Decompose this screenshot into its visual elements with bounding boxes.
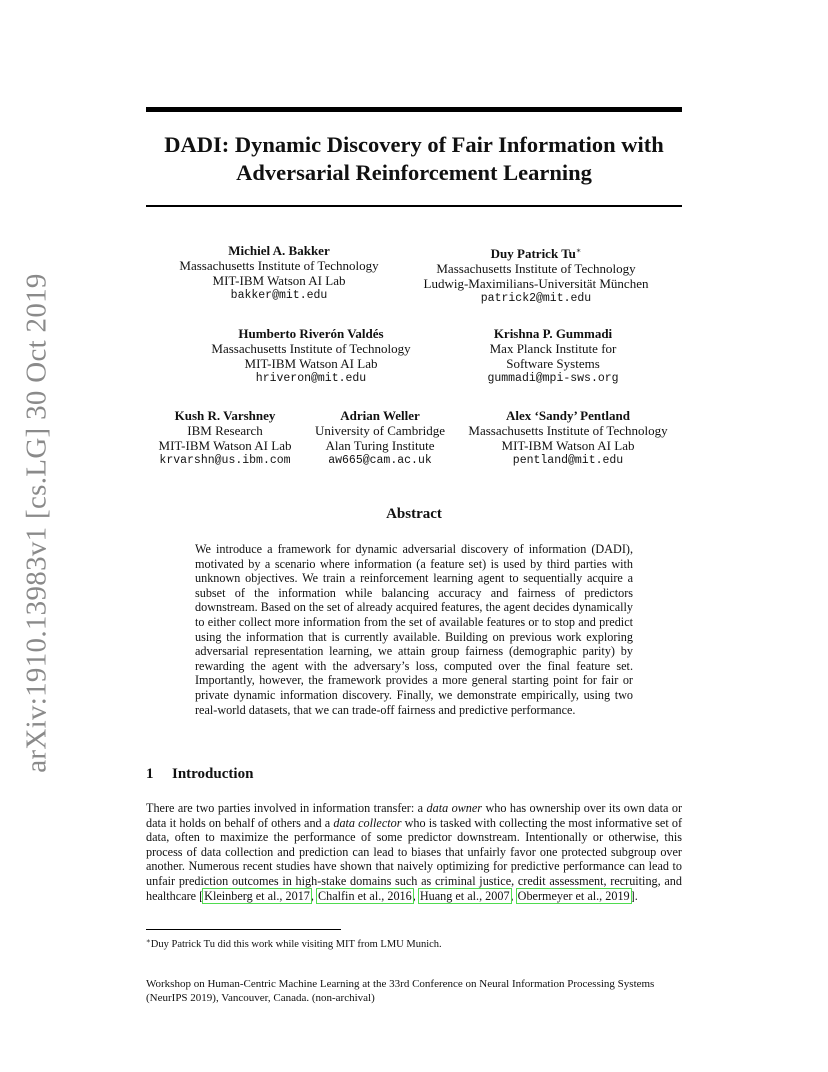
title-top-rule — [146, 107, 682, 112]
footnote-mark: ∗ — [146, 937, 151, 945]
author-affiliation: Max Planck Institute for — [489, 341, 617, 356]
citation-link[interactable]: Kleinberg et al., 2017 — [204, 888, 310, 903]
author-email: pentland@mit.edu — [512, 454, 624, 467]
citation-link[interactable]: Huang et al., 2007 — [419, 888, 510, 903]
title-bottom-rule — [146, 205, 682, 207]
author-name: Humberto Riverón Valdés — [238, 326, 384, 341]
arxiv-stamp: arXiv:1910.13983v1 [cs.LG] 30 Oct 2019 — [20, 273, 53, 773]
author-affiliation: Alan Turing Institute — [325, 438, 435, 453]
author-affiliation: Ludwig-Maximilians-Universität München — [423, 276, 649, 291]
author-name: Duy Patrick Tu∗ — [490, 246, 582, 261]
author-email: bakker@mit.edu — [230, 289, 328, 302]
author-name: Michiel A. Bakker — [228, 243, 330, 258]
abstract-heading: Abstract — [386, 506, 442, 522]
author-affiliation: Massachusetts Institute of Technology — [436, 261, 636, 276]
footnote — [146, 935, 442, 951]
author-name: Kush R. Varshney — [174, 408, 276, 423]
term-data-owner: data owner — [426, 801, 483, 815]
author-email: gummadi@mpi-sws.org — [487, 372, 619, 385]
intro-paragraph: There are two parties involved in information transfer: a data owner who has ownership over its own data or data it holds on behalf of others and a data collector who is tasked with collecting the most informative set of data, often to maximize the performance of some predictor downstream. Intentionally or otherwise, this process of data collection and prediction can lead to biases that unfairly favor one protected subgroup over another. Numerous recent studies have shown that naively optimizing for predictive performance can lead to unfair prediction outcomes in high-stake domains such as criminal justice, credit assessment, recruiting, and healthcare [Kleinberg et al., 2017, Chalfin et al., 2016, Huang et al., 2007, Obermeyer et al., 2019]. — [146, 801, 683, 903]
author-name: Adrian Weller — [340, 408, 420, 423]
author-affiliation: Massachusetts Institute of Technology — [468, 423, 668, 438]
author-name: Krishna P. Gummadi — [493, 326, 613, 341]
author-email: aw665@cam.ac.uk — [328, 454, 432, 467]
author-affiliation: Software Systems — [506, 356, 600, 371]
author-affiliation: MIT-IBM Watson AI Lab — [501, 438, 635, 453]
author-block — [159, 408, 292, 468]
title-line-1: DADI: Dynamic Discovery of Fair Information with — [164, 132, 664, 157]
author-block — [424, 243, 649, 306]
title-line-2: Adversarial Reinforcement Learning — [236, 160, 592, 185]
author-affiliation: MIT-IBM Watson AI Lab — [212, 273, 346, 288]
author-email: hriveron@mit.edu — [255, 372, 367, 385]
citation-link[interactable]: Obermeyer et al., 2019 — [517, 888, 630, 903]
venue-note: Workshop on Human-Centric Machine Learning at the 33rd Conference on Neural Information Processing Systems (NeurIPS 2019), Vancouver, Canada. (non-archival) — [146, 978, 655, 1004]
author-affiliation: MIT-IBM Watson AI Lab — [244, 356, 378, 371]
term-data-collector: data collector — [333, 815, 402, 830]
abstract-text: We introduce a framework for dynamic adversarial discovery of information (DADI), motivated by a scenario where information (a feature set) is used by third parties with unknown objectives. We train a reinforcement learning agent to sequentially acquire a subset of the information while balancing accuracy and fairness of predictors downstream. Based on the set of already acquired features, the agent decides dynamically to either collect more information from the set of available features or to stop and predict using the information that is currently available. Building on previous work exploring adversarial representation learning, we attain group fairness (demographic parity) by rewarding the agent with the adversary’s loss, computed over the final feature set. Importantly, however, the framework provides a more general starting point for fair or private dynamic information discovery. Finally, we demonstrate empirically, using two real-world datasets, that we can trade-off fairness and predictive performance. — [195, 542, 633, 717]
footnote-text: Duy Patrick Tu did this work while visiting MIT from LMU Munich. — [150, 939, 442, 950]
author-block — [315, 408, 445, 468]
author-affiliation: Massachusetts Institute of Technology — [179, 258, 379, 273]
author-block — [211, 326, 410, 386]
author-email: krvarshn@us.ibm.com — [159, 454, 291, 467]
author-affiliation: MIT-IBM Watson AI Lab — [158, 438, 292, 453]
author-affiliation: IBM Research — [187, 423, 263, 438]
section-number: 1 — [146, 766, 154, 782]
author-block — [179, 243, 378, 303]
author-block — [468, 408, 667, 468]
author-affiliation: Massachusetts Institute of Technology — [211, 341, 411, 356]
footnote-mark: ∗ — [575, 246, 582, 255]
author-email: patrick2@mit.edu — [480, 292, 592, 305]
author-affiliation: University of Cambridge — [315, 423, 445, 438]
citation-link[interactable]: Chalfin et al., 2016 — [317, 888, 412, 903]
paper-title — [146, 131, 682, 187]
author-name: Alex ‘Sandy’ Pentland — [505, 408, 630, 423]
footnote-rule — [146, 929, 341, 930]
section-heading — [146, 766, 253, 783]
section-title: Introduction — [172, 766, 254, 782]
author-block — [487, 326, 618, 386]
